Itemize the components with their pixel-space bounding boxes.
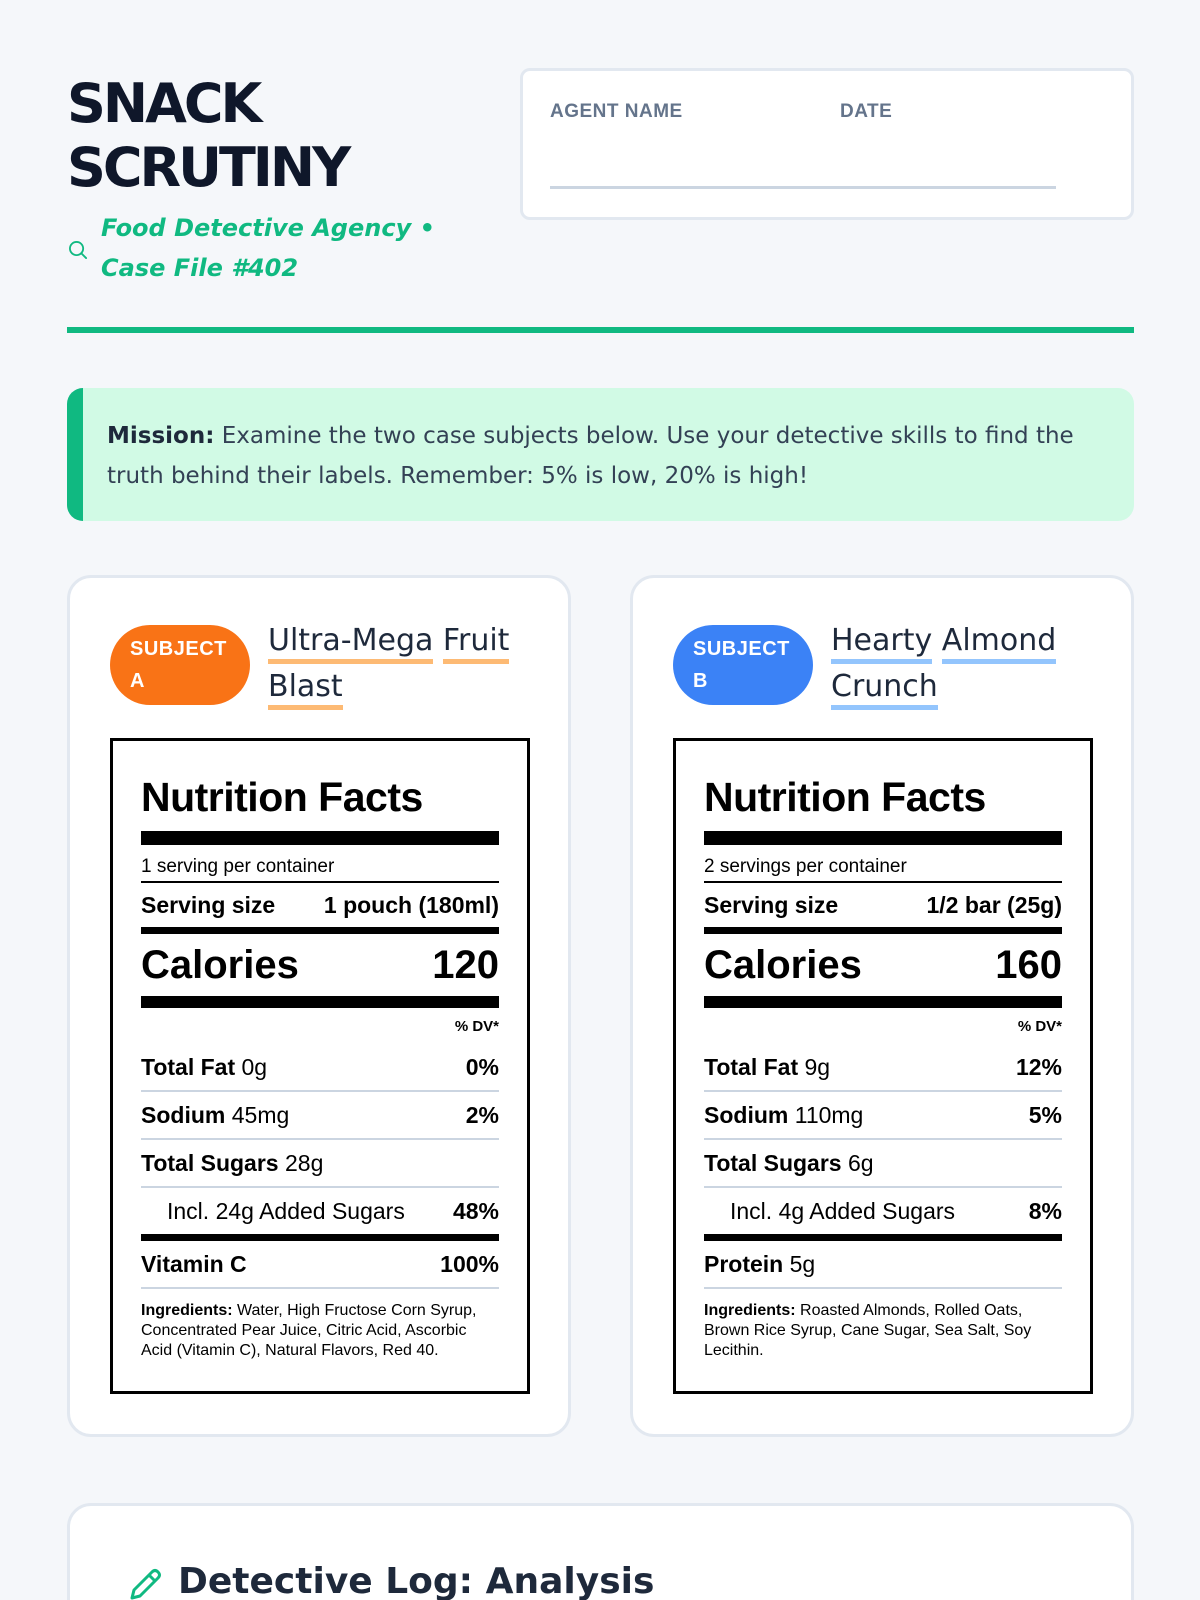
- ingredients: [704, 1301, 1062, 1361]
- medium-rule: [141, 1234, 499, 1241]
- case-file-line: [67, 208, 497, 288]
- date-label: DATE: [840, 101, 893, 122]
- serving-size-row: [704, 883, 1062, 927]
- serving-size-label: Serving size: [704, 892, 839, 918]
- mission-text: Examine the two case subjects below. Use your detective skills to find the truth behind their labels. Remember: 5% is low, 20% is high!: [107, 423, 1074, 489]
- mission-label: Mission:: [107, 423, 215, 449]
- badge-line-1: SUBJECT: [130, 638, 227, 660]
- serving-size-value: 1/2 bar (25g): [926, 892, 1062, 918]
- nutrient-row-added-sugars: [704, 1188, 1062, 1234]
- nutrition-label-b: [673, 738, 1093, 1394]
- nutrient-dv: 2%: [465, 1102, 499, 1128]
- nutrient-dv: 5%: [1028, 1102, 1062, 1128]
- nutrient-amount: 6g: [848, 1150, 874, 1176]
- servings-per-container: 1 serving per container: [141, 855, 499, 883]
- nutrient-name: Vitamin C: [141, 1251, 247, 1277]
- title-line-2: SCRUTINY: [67, 136, 349, 199]
- calories-value: 120: [432, 943, 499, 987]
- ingredients-label: Ingredients:: [141, 1302, 233, 1319]
- nutrient-row-total-fat: [704, 1044, 1062, 1092]
- subject-b-badge: [673, 625, 813, 705]
- nutrient-amount: 110mg: [794, 1102, 864, 1128]
- nutrient-dv: 0%: [465, 1054, 499, 1080]
- nutrient-row-vitamin-c: [141, 1241, 499, 1289]
- medium-rule: [141, 927, 499, 934]
- subject-name-word: Crunch: [831, 669, 938, 710]
- nutrient-amount: 0g: [241, 1054, 268, 1080]
- nutrient-name: Total Fat: [704, 1054, 799, 1080]
- calories-row: [704, 934, 1062, 996]
- ingredients: [141, 1301, 499, 1361]
- nutrition-label-a: [110, 738, 530, 1394]
- calories-label: Calories: [141, 943, 299, 987]
- thick-rule: [704, 996, 1062, 1008]
- subject-name-word: Blast: [268, 669, 343, 710]
- subject-name-word: Ultra-Mega: [268, 623, 433, 664]
- nutrient-row-total-fat: [141, 1044, 499, 1092]
- ingredients-list: Water, High Fructose Corn Syrup, Concentrated Pear Juice, Citric Acid, Ascorbic Acid (Vitamin C), Natural Flavors, Red 40.: [141, 1302, 477, 1359]
- medium-rule: [704, 927, 1062, 934]
- page-title: [67, 72, 348, 200]
- nutrient-dv: 100%: [440, 1251, 499, 1277]
- calories-value: 160: [995, 943, 1062, 987]
- subject-name-word: Almond: [942, 623, 1057, 664]
- thick-rule: [704, 831, 1062, 845]
- thick-rule: [141, 831, 499, 845]
- nutrient-row-total-sugars: [704, 1140, 1062, 1188]
- badge-line-2: A: [130, 670, 145, 692]
- nutrient-row-sodium: [704, 1092, 1062, 1140]
- nutrient-name: Total Sugars: [704, 1150, 842, 1176]
- nutrient-dv: 48%: [452, 1198, 499, 1224]
- dv-header: % DV*: [1017, 1018, 1062, 1035]
- nutrient-row-total-sugars: [141, 1140, 499, 1188]
- nutrient-name: Protein: [704, 1251, 784, 1277]
- nutrient-dv: 8%: [1028, 1198, 1062, 1224]
- nutrition-title: Nutrition Facts: [704, 774, 986, 820]
- detective-log-title: Detective Log: Analysis: [178, 1561, 655, 1600]
- nutrient-dv: 12%: [1015, 1054, 1062, 1080]
- serving-size-label: Serving size: [141, 892, 276, 918]
- agent-name-input-line[interactable]: [550, 186, 1056, 189]
- nutrient-amount: 45mg: [231, 1102, 290, 1128]
- calories-label: Calories: [704, 943, 862, 987]
- page-header: [67, 72, 1134, 282]
- nutrition-title: Nutrition Facts: [141, 774, 423, 820]
- subject-a-card: [67, 575, 571, 1437]
- agent-name-label: AGENT NAME: [550, 101, 683, 122]
- servings-per-container: 2 servings per container: [704, 855, 1062, 883]
- subject-name-word: Fruit: [443, 623, 510, 664]
- search-icon: [67, 235, 89, 265]
- calories-row: [141, 934, 499, 996]
- badge-line-2: B: [693, 670, 708, 692]
- ingredients-list: Roasted Almonds, Rolled Oats, Brown Rice Syrup, Cane Sugar, Sea Salt, Soy Lecithin.: [704, 1302, 1032, 1359]
- subject-a-badge: [110, 625, 250, 705]
- serving-size-value: 1 pouch (180ml): [323, 892, 499, 918]
- nutrient-name: Sodium: [704, 1102, 789, 1128]
- subject-name-word: Hearty: [831, 623, 932, 664]
- subject-a-name: [268, 618, 558, 710]
- dv-header: % DV*: [454, 1018, 499, 1035]
- nutrient-name: Incl. 24g Added Sugars: [167, 1198, 405, 1224]
- thick-rule: [141, 996, 499, 1008]
- detective-log-card: [67, 1503, 1134, 1600]
- nutrient-amount: 9g: [804, 1054, 831, 1080]
- subject-b-card: [630, 575, 1134, 1437]
- case-file-text: Food Detective Agency • Case File #402: [101, 214, 435, 282]
- nutrient-row-added-sugars: [141, 1188, 499, 1234]
- badge-line-1: SUBJECT: [693, 638, 790, 660]
- nutrient-row-sodium: [141, 1092, 499, 1140]
- nutrient-name: Sodium: [141, 1102, 226, 1128]
- serving-size-row: [141, 883, 499, 927]
- mission-callout: [67, 388, 1134, 521]
- ingredients-label: Ingredients:: [704, 1302, 796, 1319]
- medium-rule: [704, 1234, 1062, 1241]
- subject-b-name: [831, 618, 1121, 710]
- nutrient-name: Incl. 4g Added Sugars: [730, 1198, 956, 1224]
- title-line-1: SNACK: [67, 72, 260, 135]
- agent-info-box: [520, 68, 1134, 220]
- nutrient-amount: 28g: [285, 1150, 324, 1176]
- nutrient-name: Total Sugars: [141, 1150, 279, 1176]
- nutrient-name: Total Fat: [141, 1054, 236, 1080]
- nutrient-row-protein: [704, 1241, 1062, 1289]
- pencil-icon: [126, 1566, 164, 1600]
- nutrient-amount: 5g: [789, 1251, 816, 1277]
- header-divider: [67, 327, 1134, 333]
